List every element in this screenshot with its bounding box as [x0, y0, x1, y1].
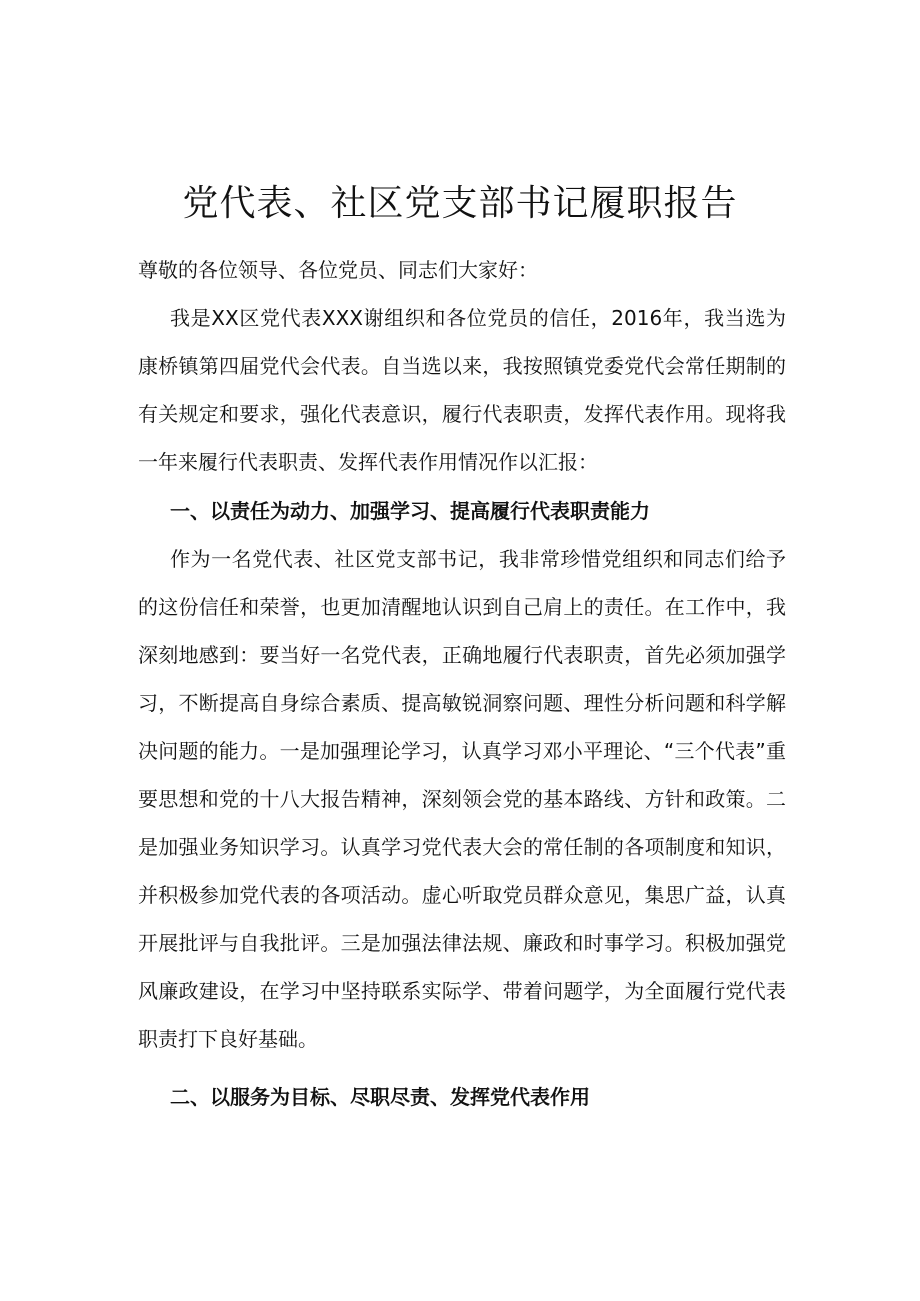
document-title: 党代表、社区党支部书记履职报告	[182, 183, 738, 224]
intro-paragraph: 我是XX区党代表XXX谢组织和各位党员的信任，2016年，我当选为康桥镇第四届党代会代表。自当选以来，我按照镇党委党代会常任期制的有关规定和要求，强化代表意识，履行代表职责，发挥代表作用。现将我一年来履行代表职责、发挥代表作用情况作以汇报：	[138, 306, 786, 474]
greeting-paragraph: 尊敬的各位领导、各位党员、同志们大家好：	[138, 258, 538, 282]
section-1-heading: 一、以责任为动力、加强学习、提高履行代表职责能力	[170, 499, 650, 523]
section-2-heading: 二、以服务为目标、尽职尽责、发挥党代表作用	[170, 1085, 590, 1109]
section-1-paragraph: 作为一名党代表、社区党支部书记，我非常珍惜党组织和同志们给予的这份信任和荣誉，也更加清醒地认识到自己肩上的责任。在工作中，我深刻地感到：要当好一名党代表，正确地履行代表职责，首先必须加强学习，不断提高自身综合素质、提高敏锐洞察问题、理性分析问题和科学解决问题的能力。一是加强理论学习，认真学习邓小平理论、“三个代表”重要思想和党的十八大报告精神，深刻领会党的基本路线、方针和政策。二是加强业务知识学习。认真学习党代表大会的常任制的各项制度和知识，并积极参加党代表的各项活动。虚心听取党员群众意见，集思广益，认真开展批评与自我批评。三是加强法律法规、廉政和时事学习。积极加强党风廉政建设，在学习中坚持联系实际学、带着问题学，为全面履行党代表职责打下良好基础。	[138, 547, 786, 1051]
